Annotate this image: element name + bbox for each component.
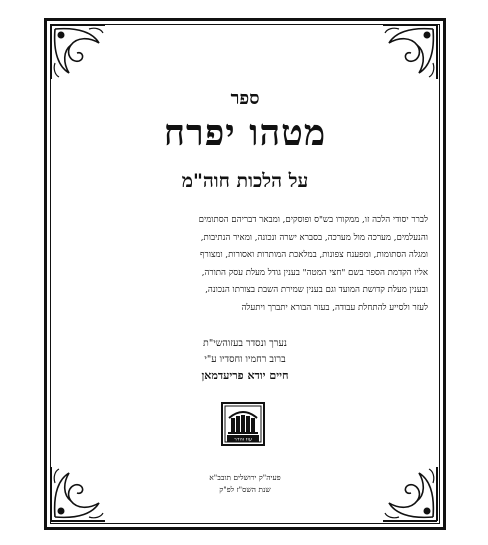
publication-place: פעיה"ק ירושלים תובב"א [209,473,281,482]
credit-line: נערך ונסדר בעזוהשי"ת [203,338,287,349]
description-line: אליו הקדמת הספר בשם "חצי המטה" בענין גודל מעלת עסק התורה, [201,267,428,278]
description-line: והנעלמים, מערכה מול מערכה, בסברא ישרה ונכונה, ומאיר הנתיבות, [200,232,428,243]
description [62,212,428,317]
ornament-icon [381,23,439,81]
book-title: מטהו יפרח [163,112,327,154]
description-line: לעזר ולסייע להתחלת עבודה, בעזר הבורא יתברך ויתעלה [241,302,428,313]
logo-text: עוז והדר [234,436,252,443]
sefer-label: ספר [230,88,260,109]
description-line: ומגלה הסתומות, ומפענח צפונות, במלאכת המותרות ואסורות, ומצורף [200,250,428,260]
publisher-logo [221,402,265,446]
book-subtitle: על הלכות חוה"מ [181,170,309,192]
description-line: ובענין מעלת קדושת המועד וגם בענין שמירת השבת בצורתו הנכונה, [205,285,428,295]
credit-line: ברוב רחמיו וחסדיו ע"י [204,354,286,365]
publication-year: שנת השס"ז לפ"ק [219,485,271,494]
ornament-icon [49,23,107,81]
books-shelf-icon [223,404,263,444]
description-line: לברר יסודי הלכה זו, ממקורו בש"ס ופוסקים, ומבאר דבריהם הסתומים [198,215,428,225]
author-name: חיים יודא פריעדמאן [201,369,289,382]
